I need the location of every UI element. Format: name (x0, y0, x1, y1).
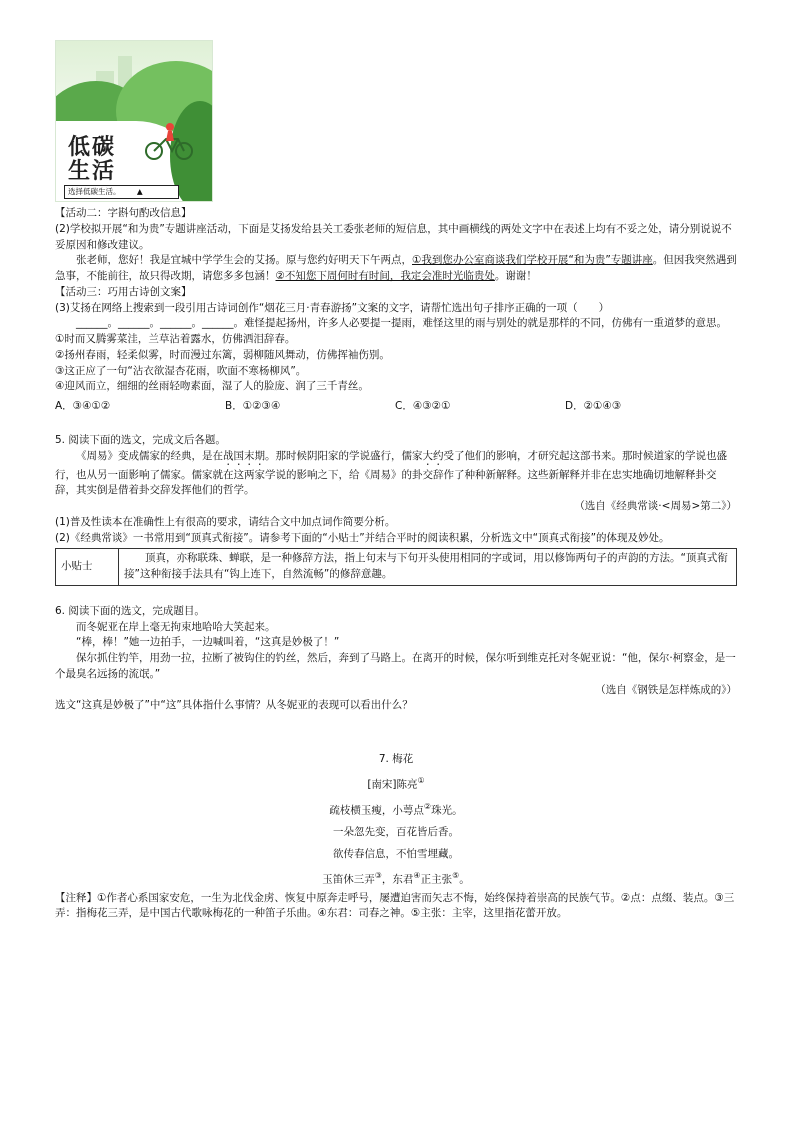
q6-source: （选自《钢铁是怎样炼成的》） (595, 683, 737, 696)
q6-paragraph: 保尔抓住钓竿，用劲一拉，拉断了被钩住的钓丝，然后，奔到了马路上。在离开的时候，保尔听到维克托对冬妮亚说：“他，保尔·柯察金，是一个最臭名远扬的流氓。” (55, 652, 736, 680)
activity3-lead: ______。______。______。______。难怪提起扬州，许多人必要提一提雨，难怪这里的雨与别处的就是那样的不同，仿佛有一重道梦的意思。 (76, 317, 727, 330)
activity2-question: (2)学校拟开展“和为贵”专题讲座活动，下面是艾扬发给县关工委张老师的短信息，其中画横线的两处文字中在表述上均有不妥之处，请分别说说不妥原因和修改建议。 (55, 222, 732, 251)
q5-passage (55, 449, 737, 500)
note-mark: ③ (374, 871, 382, 880)
triangle-icon: ▲ (136, 187, 143, 196)
msg-text: 。但因我突然遇到急事，不能前往，故只得改期，请您多多包涵！ (55, 254, 737, 282)
tip-table (55, 548, 737, 586)
poster-title-line2: 生活 (68, 159, 117, 184)
q5-text: 。那时候阴阳家的学说盛行，儒家 (265, 449, 423, 462)
q5-dotted-word: 战国末期 (223, 449, 265, 462)
q5-sub2: (2)《经典常谈》一书常用到“顶真式衔接”。请参考下面的“小贴士”并结合平时的阅读积累，分析选文中“顶真式衔接”的体现及妙处。 (55, 531, 670, 544)
msg-text: 张老师，您好！我是宜城中学学生会的艾扬。原与您约好明天下午两点， (76, 254, 412, 267)
msg-underline-1: ①我到您办公室商谈我们学校开展“和为贵”专题讲座 (412, 254, 653, 267)
poem-line (55, 796, 737, 822)
q5-text: 《周易》变成儒家的经典，是在 (76, 449, 223, 462)
poem-text: 玉笛休三弄 (322, 873, 375, 886)
low-carbon-poster (55, 40, 213, 202)
activity2-header: 【活动二：字斟句酌改信息】 (55, 207, 192, 219)
poem-text: 疏枝横玉瘦，小萼点 (329, 804, 424, 816)
option-a[interactable]: A．③④①② (55, 400, 111, 412)
poem-notes: 【注释】①作者心系国家安危，一生为北伐金虏、恢复中原奔走呼号，屡遭迫害而矢志不悔，始终保持着崇高的民族气节。②点：点缀、装点。③三弄：指梅花三弄，是中国古代歌咏梅花的一种笛子乐曲。④东君：司春之神。⑤主张：主宰，这里指花蕾开放。 (55, 891, 735, 920)
q5-source: （选自《经典常谈·<周易>第二》） (574, 500, 737, 512)
tip-text: 顶真，亦称联珠、蝉联，是一种修辞方法，指上句末与下句开头使用相同的字或词，用以修饰两句子的声韵的方法。“顶真式衔接”这种衔接手法具有“钩上连下，自然流畅”的修辞意趣。 (119, 549, 737, 586)
poem-line: 一朵忽先变，百花皆后香。 (333, 826, 459, 838)
activity3-options (55, 399, 737, 415)
q6-paragraph: 而冬妮亚在岸上毫无拘束地哈哈大笑起来。 (76, 620, 276, 633)
activity3-item: ③这正应了一句“沾衣欲湿杏花雨，吹面不寒杨柳风”。 (55, 364, 307, 377)
poem (55, 748, 737, 891)
msg-text: 。谢谢！ (494, 270, 537, 282)
poem-line (55, 865, 737, 891)
option-b[interactable]: B．①②③④ (225, 400, 281, 412)
page (55, 40, 737, 922)
tip-label: 小贴士 (56, 549, 119, 586)
note-mark: ② (423, 801, 432, 811)
note-mark: ④ (413, 871, 421, 880)
bicycle-icon (142, 121, 198, 161)
note-mark: ① (417, 776, 425, 785)
q6-paragraph: “棒，棒！”她一边拍手，一边喊叫着，“这真是妙极了！” (76, 636, 340, 649)
q5-text: 受了他们的影响，才研究起这部书来。那时候道家的学说也盛行，也从另一面影响了儒家。儒家就在这两家学说的影响之下，给《周易》的卦交辞作了种种新解释。这些新解释并非在忠实地确切地解释卦交辞，其实倒是借着卦交辞发挥他们的哲学。 (55, 449, 727, 497)
q6-question: 选文“这真是妙极了”中“这”具体指什么事情？从冬妮亚的表现可以看出什么？ (55, 699, 413, 712)
msg-underline-2: ②不知您下周何时有时间，我定会准时光临贵处 (275, 270, 495, 282)
activity3-header: 【活动三：巧用古诗创文案】 (55, 285, 192, 298)
activity3-question: (3)艾扬在网络上搜索到一段引用古诗词创作“烟花三月·青春游扬”文案的文字，请帮忙选出句子排序正确的一项（ ） (55, 301, 610, 314)
poster-slogan: 选择低碳生活。 (68, 187, 121, 196)
note-mark: ⑤ (452, 871, 460, 880)
option-c[interactable]: C．④③②① (395, 400, 451, 412)
q5-dotted-word: 大约 (422, 449, 444, 462)
q5-sub1: (1)普及性读本在准确性上有很高的要求，请结合文中加点词作简要分析。 (55, 515, 396, 528)
poem-text: 。 (459, 873, 470, 886)
poster-title (68, 136, 116, 184)
poem-line: 欲传春信息，不怕雪埋藏。 (333, 848, 459, 860)
q6-title: 6. 阅读下面的选文，完成题目。 (55, 604, 205, 617)
poem-author (55, 770, 737, 796)
poem-text: 珠光。 (431, 804, 463, 816)
poem-title: 7. 梅花 (378, 753, 414, 765)
poster-title-line1: 低碳 (68, 135, 117, 160)
activity2-message (55, 253, 737, 285)
poster-slogan-bar (64, 185, 179, 199)
poem-text: ，东君 (381, 873, 414, 886)
activity3-item: ④迎风而立，细细的丝雨轻吻素面，湿了人的脸庞、润了三千青丝。 (55, 380, 369, 393)
poem-text: 正主张 (420, 873, 453, 886)
option-d[interactable]: D．②①④③ (565, 400, 622, 412)
activity3-item: ②扬州春雨，轻柔似雾，时而漫过东篱，弱柳随风舞动，仿佛挥袖伤别。 (55, 348, 390, 361)
activity3-item: ①时而又腾雾菜洼，兰草沾着露水，仿佛洒泪辞春。 (55, 333, 296, 345)
q5-title: 5. 阅读下面的选文，完成文后各题。 (55, 433, 226, 446)
poem-author-name: [南宋]陈亮 (367, 778, 418, 791)
